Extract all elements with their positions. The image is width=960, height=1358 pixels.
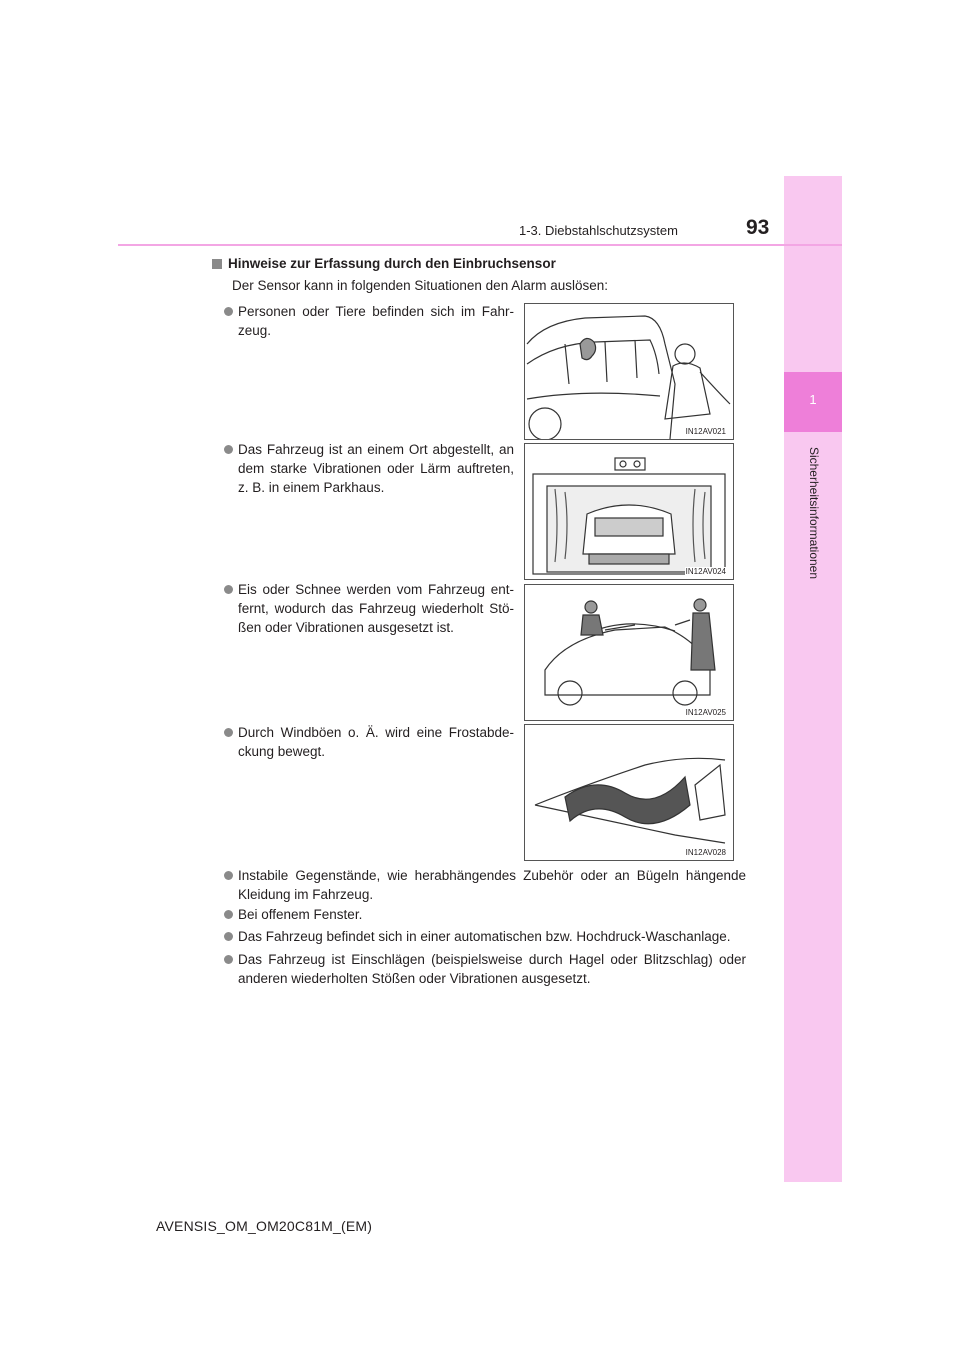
figure-code: IN12AV028	[685, 848, 726, 857]
list-item-text: Personen oder Tiere befinden sich im Fahr-zeug.	[238, 304, 514, 338]
intro-text: Der Sensor kann in folgenden Situationen den Alarm auslösen:	[232, 278, 608, 293]
bullet-icon	[224, 585, 233, 594]
list-item	[238, 723, 514, 761]
people-scraping-ice-illustration	[525, 585, 733, 720]
chapter-title: Sicherheitsinformationen	[807, 446, 821, 580]
bullet-icon	[224, 910, 233, 919]
bullet-icon	[224, 728, 233, 737]
list-item	[238, 950, 746, 988]
header-rule	[118, 244, 842, 246]
list-item-text: Das Fahrzeug ist an einem Ort abgestellt, an dem starke Vibrationen oder Lärm auftreten, z. B. in einem Parkhaus.	[238, 442, 514, 495]
list-item	[238, 440, 514, 497]
chapter-side-tab	[784, 176, 842, 1182]
list-item	[238, 580, 514, 637]
figure-code: IN12AV024	[685, 567, 726, 576]
section-title: 1-3. Diebstahlschutzsystem	[519, 223, 678, 238]
figure-code: IN12AV025	[685, 708, 726, 717]
frost-cover-illustration	[525, 725, 733, 860]
bullet-icon	[224, 932, 233, 941]
figure-occupants	[524, 303, 734, 440]
page-number: 93	[746, 216, 770, 239]
figure-frost-cover	[524, 724, 734, 861]
heading-text: Hinweise zur Erfassung durch den Einbruchsensor	[228, 256, 556, 271]
document-id: AVENSIS_OM_OM20C81M_(EM)	[156, 1218, 373, 1234]
list-item	[238, 905, 746, 924]
list-item-text: Bei offenem Fenster.	[238, 907, 363, 922]
chapter-number: 1	[809, 392, 817, 407]
figure-car-wash	[524, 443, 734, 580]
person-dog-car-illustration	[525, 304, 733, 439]
list-item	[238, 302, 514, 340]
subsection-heading	[212, 256, 556, 271]
car-wash-tunnel-illustration	[525, 444, 733, 579]
bullet-icon	[224, 307, 233, 316]
list-item	[238, 866, 746, 904]
square-bullet-icon	[212, 259, 222, 269]
figure-code: IN12AV021	[685, 427, 726, 436]
list-item-text: Durch Windböen o. Ä. wird eine Frostabde-ckung bewegt.	[238, 725, 514, 759]
list-item-text: Instabile Gegenstände, wie herabhängendes Zubehör oder an Bügeln hängende Kleidung im Fahrzeug.	[238, 868, 746, 902]
list-item	[238, 927, 746, 946]
list-item-text: Das Fahrzeug ist Einschlägen (beispielsweise durch Hagel oder Blitzschlag) oder anderen wiederholten Stößen oder Vibrationen ausgesetzt.	[238, 952, 746, 986]
figure-ice-removal	[524, 584, 734, 721]
bullet-icon	[224, 445, 233, 454]
list-item-text: Das Fahrzeug befindet sich in einer automatischen bzw. Hochdruck-Waschanlage.	[238, 929, 731, 944]
bullet-icon	[224, 955, 233, 964]
bullet-icon	[224, 871, 233, 880]
list-item-text: Eis oder Schnee werden vom Fahrzeug ent-fernt, wodurch das Fahrzeug wiederholt Stö-ßen oder Vibrationen ausgesetzt ist.	[238, 582, 514, 635]
